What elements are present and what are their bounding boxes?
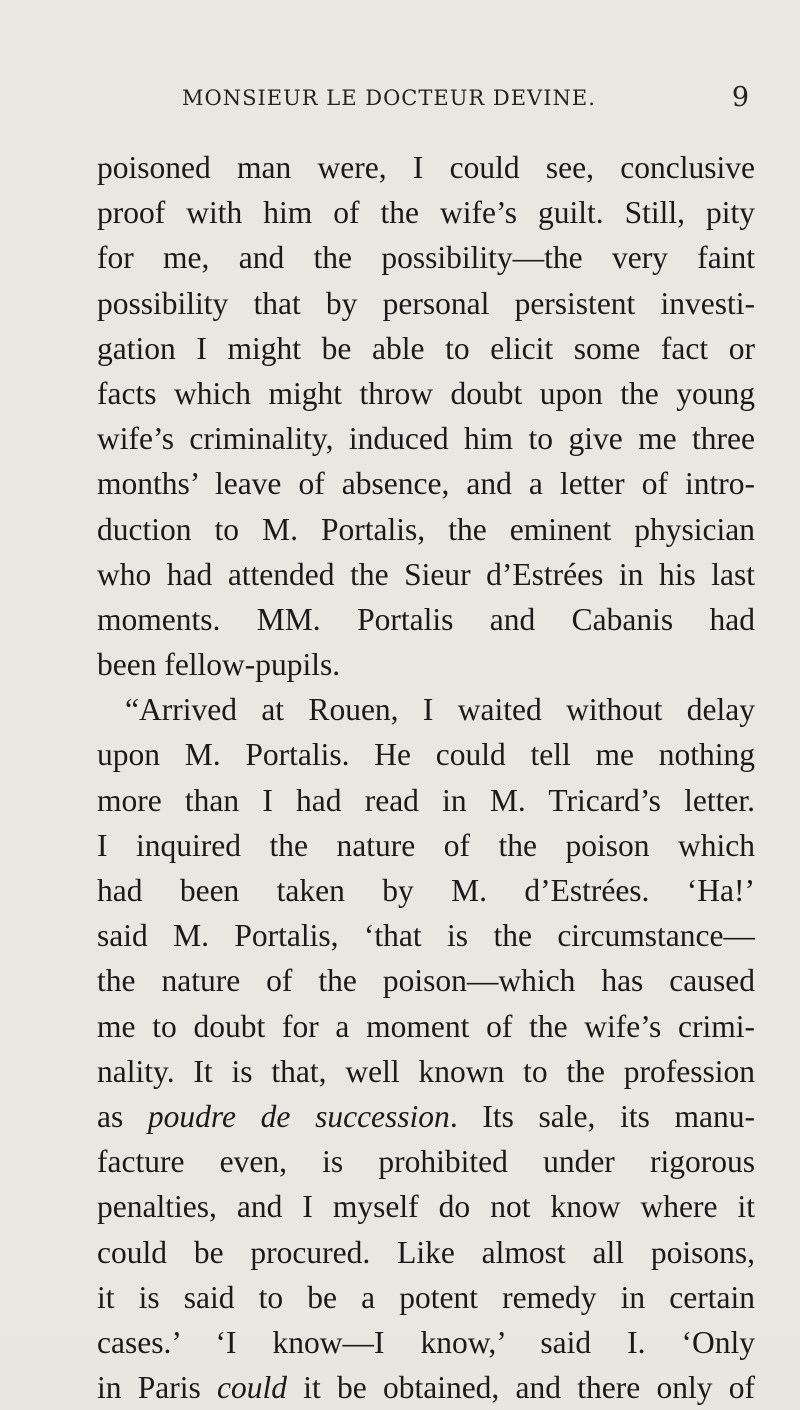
text-segment: . Its sale, its manu- <box>449 1098 755 1134</box>
text-line-with-italic <box>97 1094 755 1139</box>
body-text <box>97 145 755 1410</box>
text-line: moments. MM. Portalis and Cabanis had <box>97 601 755 637</box>
italic-word: could <box>217 1370 287 1406</box>
text-line: poisoned man were, I could see, conclusive <box>97 150 755 185</box>
text-line: said M. Portalis, ‘that is the circumstance— <box>97 918 755 954</box>
page-number: 9 <box>731 82 749 113</box>
text-line: proof with him of the wife’s guilt. Still, pity <box>97 195 755 231</box>
text-line-with-italic <box>97 1365 755 1410</box>
text-line-paragraph-end: been fellow-pupils. <box>97 647 341 683</box>
text-line: duction to M. Portalis, the eminent physician <box>97 511 755 547</box>
text-line: for me, and the possibility—the very faint <box>97 240 755 276</box>
page-header <box>97 84 755 124</box>
text-line: it is said to be a potent remedy in certain <box>97 1279 755 1315</box>
text-segment: as <box>97 1098 148 1134</box>
text-line: me to doubt for a moment of the wife’s crimi- <box>97 1008 755 1044</box>
text-segment: in Paris <box>97 1370 217 1406</box>
text-line: months’ leave of absence, and a letter of intro- <box>97 466 755 502</box>
text-line: gation I might be able to elicit some fact or <box>97 330 755 366</box>
italic-phrase: poudre de succession <box>147 1098 450 1134</box>
text-line: facture even, is prohibited under rigorous <box>97 1144 755 1180</box>
text-segment: it be obtained, and there only of <box>286 1370 755 1406</box>
text-line: upon M. Portalis. He could tell me nothing <box>97 737 755 773</box>
text-line-paragraph-start: “Arrived at Rouen, I waited without delay <box>125 692 755 728</box>
text-line: who had attended the Sieur d’Estrées in his last <box>97 556 755 592</box>
text-line: more than I had read in M. Tricard’s letter. <box>97 782 755 818</box>
text-line: nality. It is that, well known to the profession <box>97 1053 755 1089</box>
text-line: I inquired the nature of the poison which <box>97 827 755 863</box>
text-line: penalties, and I myself do not know where it <box>97 1189 755 1225</box>
text-line: cases.’ ‘I know—I know,’ said I. ‘Only <box>97 1324 755 1360</box>
text-line: possibility that by personal persistent investi- <box>97 285 755 321</box>
text-line: the nature of the poison—which has caused <box>97 963 755 999</box>
text-line: had been taken by M. d’Estrées. ‘Ha!’ <box>97 873 755 908</box>
text-line: facts which might throw doubt upon the young <box>97 375 755 411</box>
running-head: MONSIEUR LE DOCTEUR DEVINE. <box>182 86 596 110</box>
text-line: wife’s criminality, induced him to give me three <box>97 421 755 457</box>
text-line: could be procured. Like almost all poisons, <box>97 1234 755 1270</box>
